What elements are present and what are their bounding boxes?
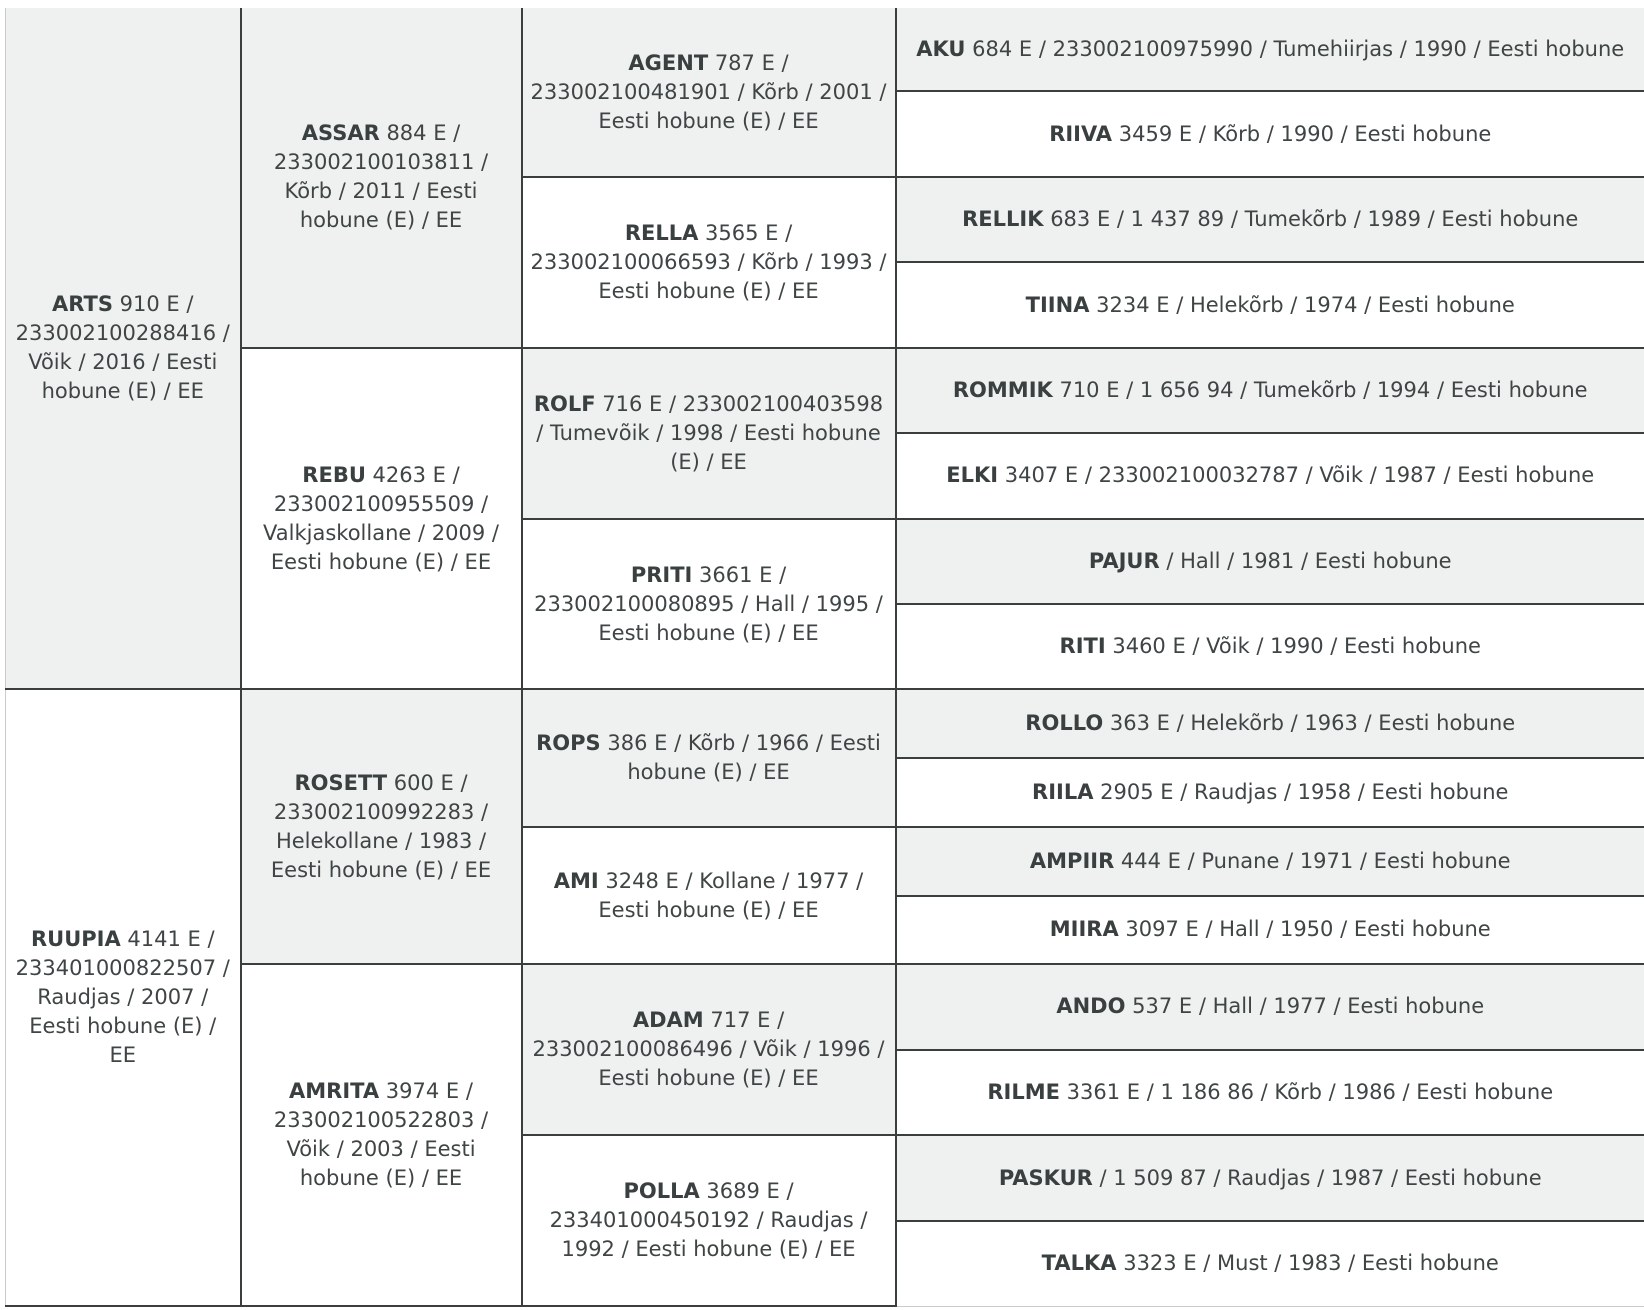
horse-details: 3097 E / Hall / 1950 / Eesti hobune <box>1118 917 1491 942</box>
ancestor-cell-g4 <box>896 8 1644 91</box>
horse-details: 3407 E / 233002100032787 / Võik / 1987 / Eesti hobune <box>998 463 1595 488</box>
horse-name: TALKA <box>1041 1251 1117 1276</box>
horse-name: RIIVA <box>1049 121 1113 146</box>
horse-name: PAJUR <box>1088 548 1160 573</box>
horse-details: 4263 E / 233002100955509 / Valkjaskollane / 2009 / Eesti hobune (E) / EE <box>263 462 499 574</box>
ancestor-cell-g3 <box>522 827 896 964</box>
horse-details: 3234 E / Helekõrb / 1974 / Eesti hobune <box>1089 292 1515 317</box>
ancestor-cell-g4 <box>896 519 1644 604</box>
pedigree-row <box>6 964 1644 1049</box>
horse-details: 537 E / Hall / 1977 / Eesti hobune <box>1125 994 1485 1019</box>
horse-details: / Hall / 1981 / Eesti hobune <box>1159 548 1452 573</box>
horse-name: POLLA <box>623 1179 700 1204</box>
ancestor-cell-g4 <box>896 604 1644 689</box>
horse-name: ROLF <box>533 391 596 416</box>
horse-details: 3361 E / 1 186 86 / Kõrb / 1986 / Eesti hobune <box>1059 1079 1554 1104</box>
horse-details: 683 E / 1 437 89 / Tumekõrb / 1989 / Eesti hobune <box>1043 207 1579 232</box>
horse-name: PRITI <box>630 562 693 587</box>
ancestor-cell-g4 <box>896 758 1644 827</box>
horse-name: REBU <box>302 462 366 487</box>
horse-details: 4141 E / 233401000822507 / Raudjas / 2007 / Eesti hobune (E) / EE <box>15 927 230 1068</box>
horse-name: ROLLO <box>1025 711 1104 736</box>
horse-details: 910 E / 233002100288416 / Võik / 2016 / Eesti hobune (E) / EE <box>15 292 230 404</box>
ancestor-cell-g4 <box>896 1221 1644 1306</box>
sire-cell <box>6 8 241 689</box>
ancestor-cell-g4 <box>896 896 1644 965</box>
horse-details: / 1 509 87 / Raudjas / 1987 / Eesti hobune <box>1092 1165 1542 1190</box>
ancestor-cell-g4 <box>896 1135 1644 1221</box>
horse-details: 3565 E / 233002100066593 / Kõrb / 1993 / Eesti hobune (E) / EE <box>530 221 887 303</box>
horse-name: RUUPIA <box>30 927 121 952</box>
horse-details: 363 E / Helekõrb / 1963 / Eesti hobune <box>1103 711 1516 736</box>
horse-details: 717 E / 233002100086496 / Võik / 1996 / Eesti hobune (E) / EE <box>532 1008 885 1091</box>
ancestor-cell-g3 <box>522 689 896 826</box>
ancestor-cell-g3 <box>522 1135 896 1306</box>
horse-details: 3323 E / Must / 1983 / Eesti hobune <box>1116 1251 1499 1276</box>
horse-name: TIINA <box>1025 292 1090 317</box>
ancestor-cell-g4 <box>896 689 1644 758</box>
pedigree-row <box>6 689 1644 758</box>
horse-details: 716 E / 233002100403598 / Tumevõik / 1998 / Eesti hobune (E) / EE <box>536 391 884 474</box>
ancestor-cell-g4 <box>896 91 1644 177</box>
horse-details: 3974 E / 233002100522803 / Võik / 2003 / Eesti hobune (E) / EE <box>273 1079 489 1191</box>
horse-name: AGENT <box>628 50 709 75</box>
horse-details: 600 E / 233002100992283 / Helekollane / 1983 / Eesti hobune (E) / EE <box>270 770 492 882</box>
horse-details: 386 E / Kõrb / 1966 / Eesti hobune (E) / EE <box>600 731 881 785</box>
horse-details: 787 E / 233002100481901 / Kõrb / 2001 / Eesti hobune (E) / EE <box>530 50 887 133</box>
horse-name: RELLA <box>624 221 699 245</box>
horse-details: 684 E / 233002100975990 / Tumehiirjas / 1990 / Eesti hobune <box>965 36 1625 61</box>
horse-name: ARTS <box>52 292 113 317</box>
ancestor-cell-g4 <box>896 177 1644 262</box>
horse-name: ELKI <box>946 463 999 488</box>
ancestor-cell-g3 <box>522 177 896 348</box>
maternal-grandsire-cell <box>241 689 522 964</box>
ancestor-cell-g4 <box>896 964 1644 1049</box>
horse-details: 3661 E / 233002100080895 / Hall / 1995 / Eesti hobune (E) / EE <box>534 562 883 645</box>
pedigree-row <box>6 8 1644 91</box>
horse-name: AMPIIR <box>1029 848 1115 873</box>
horse-details: 2905 E / Raudjas / 1958 / Eesti hobune <box>1093 780 1509 805</box>
horse-name: AMRITA <box>289 1079 380 1104</box>
horse-details: 710 E / 1 656 94 / Tumekõrb / 1994 / Eesti hobune <box>1052 378 1588 403</box>
ancestor-cell-g3 <box>522 519 896 690</box>
horse-name: RITI <box>1059 634 1106 659</box>
horse-name: AMI <box>553 868 599 893</box>
horse-name: ROMMIK <box>952 378 1053 403</box>
horse-name: RELLIK <box>962 207 1044 232</box>
horse-name: MIIRA <box>1049 917 1119 942</box>
ancestor-cell-g4 <box>896 827 1644 896</box>
horse-name: ROPS <box>536 731 601 756</box>
ancestor-cell-g4 <box>896 348 1644 433</box>
ancestor-cell-g3 <box>522 348 896 519</box>
pedigree-row <box>6 348 1644 433</box>
horse-details: 884 E / 233002100103811 / Kõrb / 2011 / Eesti hobune (E) / EE <box>273 121 489 233</box>
paternal-grandsire-cell <box>241 8 522 348</box>
horse-name: RIILA <box>1032 780 1094 805</box>
horse-details: 3460 E / Võik / 1990 / Eesti hobune <box>1105 634 1481 659</box>
paternal-granddam-cell <box>241 348 522 690</box>
horse-name: ASSAR <box>301 121 380 146</box>
horse-details: 444 E / Punane / 1971 / Eesti hobune <box>1114 848 1511 873</box>
horse-details: 3248 E / Kollane / 1977 / Eesti hobune (E) / EE <box>598 868 864 922</box>
horse-name: PASKUR <box>998 1165 1093 1190</box>
horse-details: 3689 E / 233401000450192 / Raudjas / 1992 / Eesti hobune (E) / EE <box>549 1179 868 1261</box>
ancestor-cell-g3 <box>522 8 896 177</box>
horse-details: 3459 E / Kõrb / 1990 / Eesti hobune <box>1112 121 1492 146</box>
pedigree-table <box>5 8 1644 1307</box>
ancestor-cell-g4 <box>896 1050 1644 1135</box>
ancestor-cell-g4 <box>896 262 1644 347</box>
maternal-granddam-cell <box>241 964 522 1306</box>
dam-cell <box>6 689 241 1306</box>
horse-name: RILME <box>987 1079 1060 1104</box>
horse-name: AKU <box>916 36 966 61</box>
ancestor-cell-g4 <box>896 433 1644 518</box>
horse-name: ANDO <box>1056 994 1126 1019</box>
horse-name: ROSETT <box>294 770 388 795</box>
ancestor-cell-g3 <box>522 964 896 1135</box>
horse-name: ADAM <box>632 1008 704 1033</box>
